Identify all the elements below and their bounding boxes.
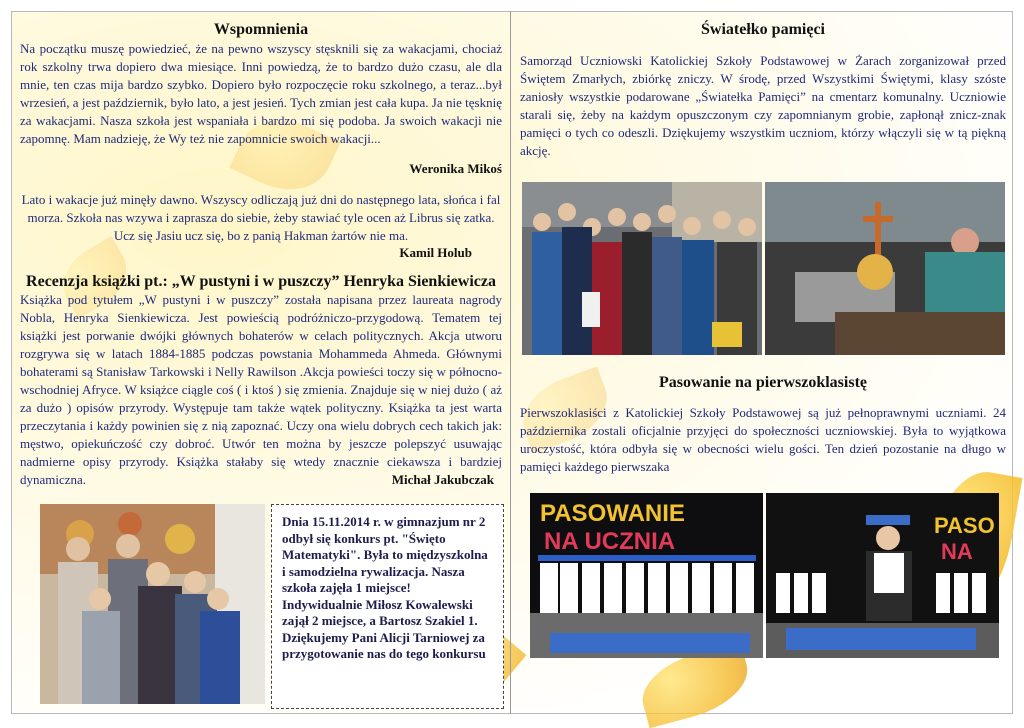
- cemetery-candle-photo: [765, 182, 1005, 355]
- ceremony-text: Pierwszoklasiści z Katolickiej Szkoły Podstawowej są już pełnoprawnymi uczniami. 24 października zostali oficjalnie przyjęci do społeczności uczniowskiej. Była to wyjątkowa uroczystość, która odbyła się w obecności wielu gości. Ten dzień pozostanie na długo w pamięci każdego pierwszaka: [520, 405, 1006, 474]
- ceremony-section: [520, 373, 1006, 476]
- column-divider: [510, 11, 511, 714]
- memories-text: Na początku muszę powiedzieć, że na pewno wszyscy stęsknili się za wakacjami, chociaż rok szkolny trwa dopiero dwa miesiące. Inni powiedzą, że to bardzo dużo czasu, ale dla mnie, ten czas mija bardzo szybko. Dopiero było rozpoczęcie roku szkolnego, a teraz...był wrzesień, a jest październik, było lato, a jest jesień. Tych zmian jest cała kupa. Ja nie tęsknię za wakacjami. Nasza szkoła jest wspaniała i bardzo mi się podoba. Ja swoich wakacji nie zapomnę. Mam nadzieję, że Wy też nie zapomnicie swoich wakacji...: [20, 41, 502, 146]
- math-contest-text: Dnia 15.11.2014 r. w gimnazjum nr 2 odbył się konkurs pt. "Święto Matematyki". Była to międzyszkolna i samodzielna rywalizacja. Nasza szkoła zajęła 1 miejsce! Indywidualnie Miłosz Kowalewski zajął 2 miejsce, a Bartosz Szakiel 1. Dziękujemy Pani Alicji Tarniowej za przygotowanie nas do tego konkursu: [282, 514, 488, 661]
- candle-title: Światełko pamięci: [701, 21, 825, 38]
- banner-short-line1: PASO: [934, 513, 995, 538]
- holidays-text: Lato i wakacje już minęły dawno. Wszyscy odliczają już dni do następnego lata, słońca i fal morza. Szkoła nas wzywa i zaprasza do siebie, żeby stawiać tyle ocen aż Librus się zatka. Ucz się Jasiu ucz się, bo z panią Hakman żartów nie ma.: [21, 192, 501, 243]
- right-column: [520, 20, 1006, 160]
- holidays-author: Kamil Holub: [399, 245, 472, 260]
- memories-author: Weronika Mikoś: [409, 161, 502, 176]
- banner-text-line1: PASOWANIE: [540, 500, 685, 527]
- banner-text-line2: NA UCZNIA: [544, 528, 676, 555]
- math-contest-notice: [271, 504, 504, 709]
- review-title: Recenzja książki pt.: „W pustyni i w puszczy” Henryka Sienkiewicza: [26, 273, 496, 290]
- ceremony-oath-photo: [766, 493, 999, 658]
- review-text: Książka pod tytułem „W pustyni i w puszczy” została napisana przez laureata nagrody Nobla, Henryka Sienkiewicza. Jest powieścią podróżniczo-przygodową. Tematem tej książki jest porwanie dwójki głównych bohaterów w celach politycznych. Akcja utworu rozgrywa się w latach 1884-1885 podczas powstania Mohammeda Ahmeda. Głównymi bohaterami są Stanisław Tarkowski i Nelly Rawilson .Akcja powieści toczy się w północno-wschodniej Afryce. W książce ciągle coś ( i ktoś ) się zmienia. Znajduje się w niej dużo ( aż za dużo ) opisów przyrody. Występuje tam także wątek polityczny. Książka ta jest warta przeczytania i każdy powinien się z nią zapoznać. Uczy ona wielu dobrych cech takich jak: męstwo, opiekuńczość czy dobroć. Utwór ten można by jeszcze polepszyć usuwając nadmierne opisy przyrody. Książka stałaby się wtedy znacznie ciekawsza i bardziej dynamiczna.: [20, 292, 502, 487]
- math-contest-photo: [40, 504, 265, 704]
- students-group-photo: [522, 182, 762, 355]
- left-column: [20, 20, 502, 489]
- ceremony-title: Pasowanie na pierwszoklasistę: [659, 374, 867, 391]
- memories-title: Wspomnienia: [213, 21, 309, 38]
- review-author: Michał Jakubczak: [391, 472, 494, 487]
- banner-short-line2: NA: [941, 539, 973, 564]
- ceremony-stage-photo: [530, 493, 763, 658]
- candle-text: Samorząd Uczniowski Katolickiej Szkoły Podstawowej w Żarach zorganizował przed Świętem Zmarłych, zbiórkę zniczy. W środę, przed Wszystkimi Świętymi, klasy szóste zaniosły wszystkie podarowane „Światełka Pamięci” na cmentarz komunalny. Uczniowie starali się, żeby na każdym opuszczonym czy zapomnianym grobie, zapłonął znicz-znak pamięci o tych co odeszli. Dziękujemy wszystkim uczniom, którzy włączyli się w tą piękną akcję.: [520, 53, 1006, 158]
